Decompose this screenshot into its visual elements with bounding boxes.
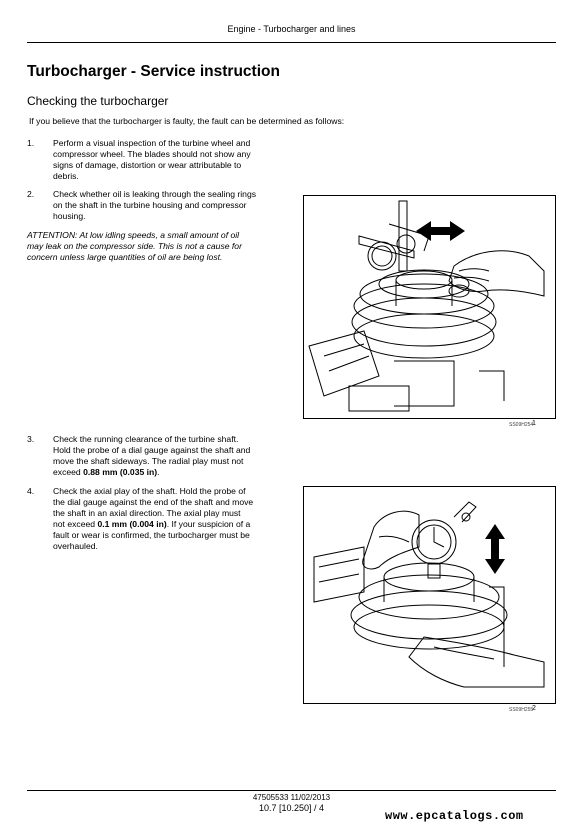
footer-doc-ref: 47505533 11/02/2013 bbox=[252, 793, 331, 802]
attention-line: concern unless large quantities of oil are being lost. bbox=[27, 252, 223, 262]
step-4-line: not exceed 0.1 mm (0.004 in). If your suspicion of a bbox=[53, 519, 251, 529]
running-header: Engine - Turbocharger and lines bbox=[227, 24, 356, 34]
step-3-line: move the shaft sideways. The radial play must not bbox=[53, 456, 244, 466]
step-2-text bbox=[53, 189, 283, 222]
step-3-line: exceed 0.88 mm (0.035 in). bbox=[53, 467, 160, 477]
watermark-url: www.epcatalogs.com bbox=[385, 809, 524, 823]
radial-play-value: 0.88 mm (0.035 in) bbox=[83, 467, 158, 477]
figure-2 bbox=[303, 486, 556, 704]
step-1-line: signs of damage, distortion or wear attributable to bbox=[53, 160, 242, 170]
step-4-line: overhauled. bbox=[53, 541, 98, 551]
figure-1 bbox=[303, 195, 556, 419]
figure-1-index: 1 bbox=[532, 420, 536, 427]
figure-1-illustration bbox=[304, 196, 555, 418]
step-1-text bbox=[53, 138, 283, 182]
step-4-line: fault or wear is confirmed, the turbocharger must be bbox=[53, 530, 250, 540]
step-2-line: Check whether oil is leaking through the sealing rings bbox=[53, 189, 257, 199]
figure-2-code: SS09H255 bbox=[509, 707, 534, 713]
page-title: Turbocharger - Service instruction bbox=[27, 63, 280, 80]
step-3-line: Check the running clearance of the turbine shaft. bbox=[53, 434, 239, 444]
step-4-line: the shaft in an axial direction. The axial play must bbox=[53, 508, 241, 518]
section-title: Checking the turbocharger bbox=[27, 94, 169, 108]
figure-1-code: SS09H254 bbox=[509, 422, 534, 428]
step-3-number: 3. bbox=[27, 434, 35, 444]
step-4-number: 4. bbox=[27, 486, 35, 496]
attention-line: may leak on the compressor side. This is not a cause for bbox=[27, 241, 242, 251]
header-rule bbox=[27, 42, 556, 43]
step-2-line: housing. bbox=[53, 211, 86, 221]
step-2-line: on the shaft in the turbine housing and compressor bbox=[53, 200, 247, 210]
axial-play-value: 0.1 mm (0.004 in) bbox=[97, 519, 167, 529]
step-1-line: compressor wheel. The blades should not show any bbox=[53, 149, 251, 159]
intro-text: If you believe that the turbocharger is faulty, the fault can be determined as follows: bbox=[29, 116, 345, 126]
step-1-number: 1. bbox=[27, 138, 35, 148]
vertical-double-arrow-icon bbox=[485, 524, 505, 574]
step-1-line: Perform a visual inspection of the turbine wheel and bbox=[53, 138, 251, 148]
step-4-line: the dial gauge against the end of the shaft and move bbox=[53, 497, 254, 507]
attention-note bbox=[27, 230, 287, 263]
figure-2-illustration bbox=[304, 487, 555, 703]
step-4-line: Check the axial play of the shaft. Hold the probe of bbox=[53, 486, 246, 496]
step-4-text bbox=[53, 486, 283, 552]
step-3-line: Hold the probe of a dial gauge against the shaft and bbox=[53, 445, 251, 455]
footer-page-ref: 10.7 [10.250] / 4 bbox=[258, 803, 325, 813]
step-3-text bbox=[53, 434, 283, 478]
step-2-number: 2. bbox=[27, 189, 35, 199]
footer-rule bbox=[27, 790, 556, 791]
attention-label: ATTENTION: bbox=[27, 230, 78, 240]
attention-line: At low idling speeds, a small amount of oil bbox=[77, 230, 240, 240]
step-1-line: debris. bbox=[53, 171, 79, 181]
figure-2-index: 2 bbox=[532, 705, 536, 712]
horizontal-double-arrow-icon bbox=[416, 221, 465, 241]
